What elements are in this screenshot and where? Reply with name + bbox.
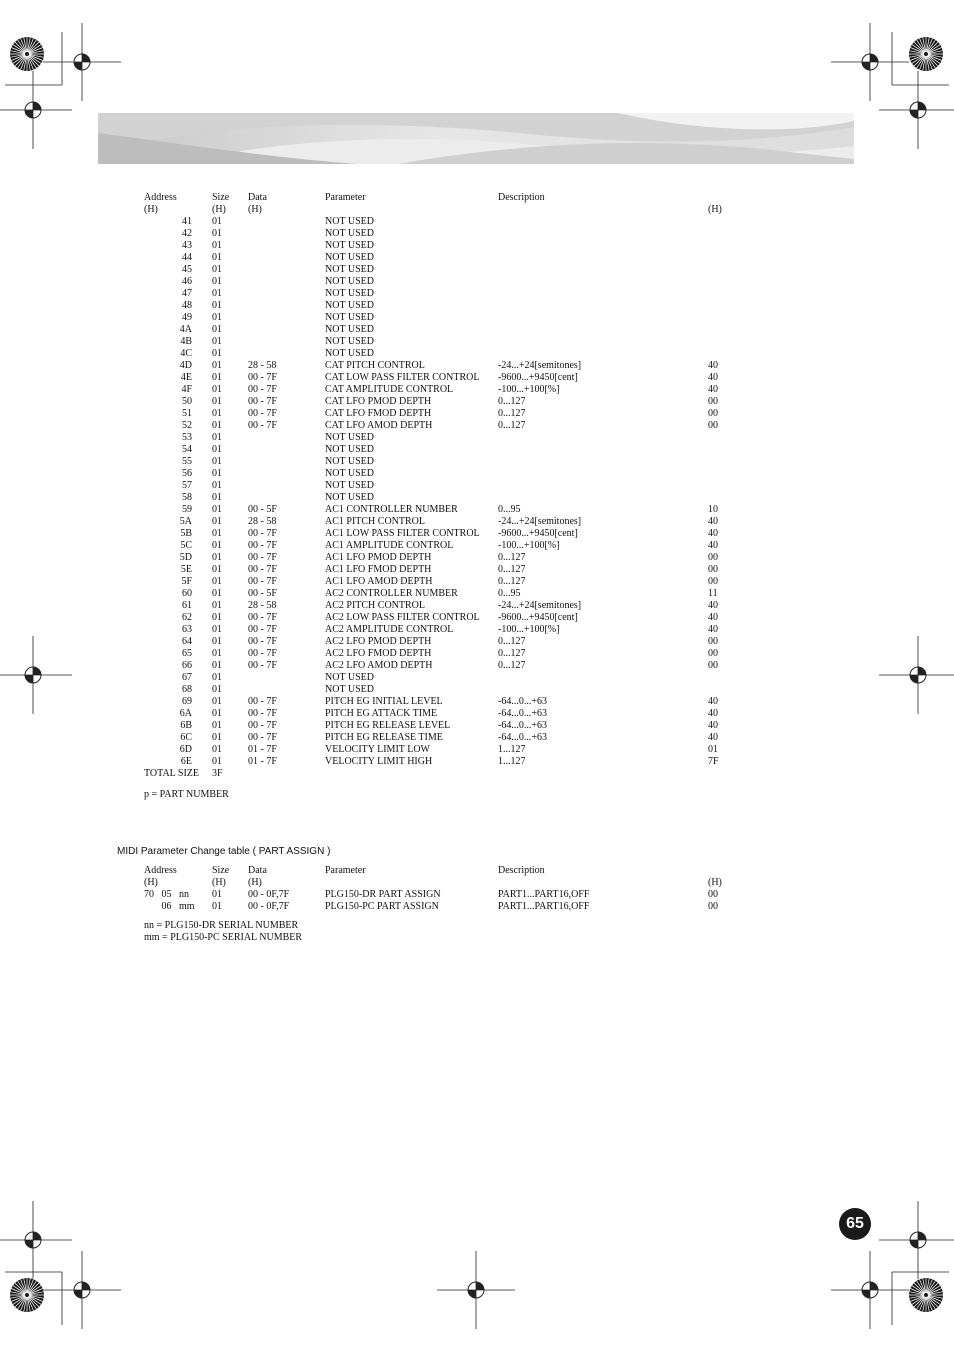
cell-address: 4E [180,372,192,383]
cell-parameter: AC1 CONTROLLER NUMBER [325,504,458,515]
cell-description: 0...127 [498,636,526,647]
cell-description: -64...0...+63 [498,708,547,719]
cell-default: 40 [708,720,718,731]
cell-default: 40 [708,708,718,719]
cell-parameter: CAT LFO PMOD DEPTH [325,396,432,407]
total-size-label: TOTAL SIZE [144,768,200,779]
cell-address: 6C [180,732,192,743]
cell-parameter: AC1 LOW PASS FILTER CONTROL [325,528,480,539]
cell-description: 0...127 [498,576,526,587]
cell-default: 40 [708,732,718,743]
cell-size: 01 [212,901,222,912]
cell-parameter: NOT USED [325,300,374,311]
cell-size: 01 [212,468,222,479]
cell-description: PART1...PART16,OFF [498,901,590,912]
cell-default: 7F [708,756,719,767]
cell-description: -100...+100[%] [498,384,560,395]
cell-data: 28 - 58 [248,600,277,611]
cell-parameter: AC2 CONTROLLER NUMBER [325,588,458,599]
header-description: Description [498,865,545,876]
subheader-data-unit: (H) [248,204,262,215]
cell-address: 6D [179,744,192,755]
cell-description: 0...127 [498,420,526,431]
cell-default: 00 [708,636,718,647]
header-size: Size [212,865,230,876]
cell-data: 00 - 7F [248,624,277,635]
cell-data: 00 - 7F [248,384,277,395]
cell-default: 40 [708,600,718,611]
cell-description: 0...127 [498,660,526,671]
cell-size: 01 [212,696,222,707]
cell-description: 0...127 [498,552,526,563]
cell-description: -24...+24[semitones] [498,516,582,527]
cell-parameter: PITCH EG RELEASE LEVEL [325,720,451,731]
cell-parameter: NOT USED [325,324,374,335]
subheader-size-unit: (H) [212,877,226,888]
cell-size: 01 [212,528,222,539]
cell-description: -64...0...+63 [498,696,547,707]
header-size: Size [212,192,230,203]
cell-address: 66 [182,660,192,671]
header-parameter: Parameter [325,865,366,876]
cell-size: 01 [212,408,222,419]
subheader-address-unit: (H) [144,204,158,215]
header-parameter: Parameter [325,192,366,203]
cell-address: 5D [179,552,192,563]
cell-parameter: NOT USED [325,468,374,479]
cell-description: -64...0...+63 [498,732,547,743]
cell-data: 01 - 7F [248,756,277,767]
cell-size: 01 [212,624,222,635]
cell-data: 01 - 7F [248,744,277,755]
cell-description: -24...+24[semitones] [498,360,582,371]
cell-default: 40 [708,516,718,527]
subheader-default-unit: (H) [708,204,722,215]
cell-parameter: AC2 LOW PASS FILTER CONTROL [325,612,480,623]
cell-size: 01 [212,444,222,455]
cell-parameter: NOT USED [325,480,374,491]
cell-size: 01 [212,360,222,371]
cell-data: 28 - 58 [248,360,277,371]
section-title: MIDI Parameter Change table ( PART ASSIGN ) [117,846,331,857]
cell-size: 01 [212,432,222,443]
cell-parameter: NOT USED [325,264,374,275]
cell-address: 55 [182,456,192,467]
cell-size: 01 [212,636,222,647]
cell-size: 01 [212,600,222,611]
cell-description: -100...+100[%] [498,624,560,635]
cell-address: 4D [179,360,192,371]
cell-address: 59 [182,504,192,515]
subheader-address-unit: (H) [144,877,158,888]
cell-description: -24...+24[semitones] [498,600,582,611]
cell-size: 01 [212,576,222,587]
cell-data: 00 - 5F [248,588,277,599]
cell-default: 00 [708,564,718,575]
header-data: Data [248,865,267,876]
cell-address: 68 [182,684,192,695]
cell-parameter: PLG150-PC PART ASSIGN [325,901,439,912]
cell-default: 40 [708,372,718,383]
cell-description: 0...127 [498,408,526,419]
cell-default: 00 [708,576,718,587]
cell-address: 5F [181,576,192,587]
cell-size: 01 [212,288,222,299]
cell-size: 01 [212,492,222,503]
cell-size: 01 [212,264,222,275]
cell-address: 63 [182,624,192,635]
cell-size: 01 [212,456,222,467]
cell-data: 00 - 7F [248,648,277,659]
cell-size: 01 [212,552,222,563]
cell-default: 01 [708,744,718,755]
cell-address: 44 [182,252,192,263]
cell-parameter: AC2 AMPLITUDE CONTROL [325,624,454,635]
cell-data: 00 - 5F [248,504,277,515]
cell-address: 52 [182,420,192,431]
cell-parameter: AC1 PITCH CONTROL [325,516,426,527]
cell-default: 40 [708,696,718,707]
cell-size: 01 [212,720,222,731]
cell-description: 1...127 [498,756,526,767]
cell-parameter: CAT LFO AMOD DEPTH [325,420,433,431]
subheader-default-unit: (H) [708,877,722,888]
cell-description: -64...0...+63 [498,720,547,731]
cell-parameter: PITCH EG RELEASE TIME [325,732,443,743]
cell-address: 65 [182,648,192,659]
cell-address: 6A [179,708,192,719]
cell-default: 00 [708,901,718,912]
cell-address: 69 [182,696,192,707]
cell-address: 5E [180,564,192,575]
cell-description: -100...+100[%] [498,540,560,551]
cell-description: 0...127 [498,396,526,407]
header-address: Address [144,865,177,876]
cell-data: 00 - 7F [248,396,277,407]
cell-default: 00 [708,648,718,659]
cell-size: 01 [212,336,222,347]
cell-default: 00 [708,889,718,900]
cell-address: 58 [182,492,192,503]
cell-default: 40 [708,624,718,635]
header-description: Description [498,192,545,203]
cell-size: 01 [212,384,222,395]
cell-data: 00 - 7F [248,372,277,383]
cell-parameter: NOT USED [325,432,374,443]
cell-size: 01 [212,684,222,695]
cell-parameter: CAT PITCH CONTROL [325,360,425,371]
cell-parameter: AC1 LFO FMOD DEPTH [325,564,432,575]
cell-size: 01 [212,372,222,383]
cell-size: 01 [212,889,222,900]
cell-address: 51 [182,408,192,419]
cell-address: 4C [180,348,192,359]
cell-size: 01 [212,744,222,755]
cell-parameter: NOT USED [325,288,374,299]
cell-size: 01 [212,324,222,335]
cell-parameter: AC1 LFO AMOD DEPTH [325,576,433,587]
page-number-badge: 65 [839,1208,871,1240]
cell-address: 61 [182,600,192,611]
cell-data: 00 - 0F,7F [248,889,290,900]
cell-parameter: NOT USED [325,492,374,503]
cell-size: 01 [212,480,222,491]
cell-description: 0...95 [498,588,521,599]
cell-parameter: AC2 PITCH CONTROL [325,600,426,611]
cell-parameter: AC2 LFO PMOD DEPTH [325,636,432,647]
cell-parameter: NOT USED [325,312,374,323]
cell-size: 01 [212,252,222,263]
cell-data: 00 - 7F [248,720,277,731]
note-mm: mm = PLG150-PC SERIAL NUMBER [144,932,303,943]
cell-description: 0...127 [498,564,526,575]
cell-address: 70 05 nn [144,889,189,900]
cell-parameter: PITCH EG INITIAL LEVEL [325,696,443,707]
cell-size: 01 [212,228,222,239]
cell-address: 5B [180,528,192,539]
cell-default: 00 [708,420,718,431]
cell-address: 06 mm [144,901,195,912]
cell-parameter: NOT USED [325,684,374,695]
cell-data: 00 - 7F [248,696,277,707]
cell-address: 57 [182,480,192,491]
cell-address: 48 [182,300,192,311]
cell-description: 1...127 [498,744,526,755]
cell-default: 40 [708,528,718,539]
cell-default: 10 [708,504,718,515]
cell-data: 00 - 7F [248,612,277,623]
cell-parameter: VELOCITY LIMIT HIGH [325,756,433,767]
cell-address: 43 [182,240,192,251]
cell-size: 01 [212,312,222,323]
header-data: Data [248,192,267,203]
cell-default: 40 [708,384,718,395]
cell-description: -9600...+9450[cent] [498,528,578,539]
cell-address: 67 [182,672,192,683]
cell-default: 11 [708,588,718,599]
cell-size: 01 [212,588,222,599]
cell-data: 00 - 0F,7F [248,901,290,912]
cell-address: 60 [182,588,192,599]
cell-address: 56 [182,468,192,479]
cell-size: 01 [212,276,222,287]
cell-parameter: VELOCITY LIMIT LOW [325,744,430,755]
cell-parameter: NOT USED [325,672,374,683]
cell-data: 00 - 7F [248,540,277,551]
cell-parameter: PITCH EG ATTACK TIME [325,708,438,719]
cell-size: 01 [212,300,222,311]
cell-default: 00 [708,408,718,419]
cell-default: 00 [708,396,718,407]
cell-address: 4A [179,324,192,335]
cell-parameter: NOT USED [325,228,374,239]
cell-size: 01 [212,648,222,659]
cell-size: 01 [212,756,222,767]
cell-size: 01 [212,660,222,671]
cell-parameter: NOT USED [325,252,374,263]
cell-size: 01 [212,612,222,623]
cell-parameter: AC2 LFO AMOD DEPTH [325,660,433,671]
cell-default: 00 [708,552,718,563]
cell-data: 00 - 7F [248,732,277,743]
cell-address: 50 [182,396,192,407]
cell-address: 6B [180,720,192,731]
cell-parameter: PLG150-DR PART ASSIGN [325,889,441,900]
cell-size: 01 [212,708,222,719]
cell-parameter: NOT USED [325,216,374,227]
cell-address: 47 [182,288,192,299]
part-number-note: p = PART NUMBER [144,789,229,800]
cell-size: 01 [212,564,222,575]
cell-parameter: AC2 LFO FMOD DEPTH [325,648,432,659]
cell-address: 42 [182,228,192,239]
cell-address: 49 [182,312,192,323]
cell-data: 00 - 7F [248,408,277,419]
cell-default: 40 [708,612,718,623]
cell-data: 00 - 7F [248,420,277,431]
cell-parameter: AC1 AMPLITUDE CONTROL [325,540,454,551]
cell-description: -9600...+9450[cent] [498,612,578,623]
cell-data: 00 - 7F [248,636,277,647]
cell-parameter: NOT USED [325,240,374,251]
cell-address: 53 [182,432,192,443]
cell-data: 00 - 7F [248,564,277,575]
cell-parameter: NOT USED [325,276,374,287]
cell-data: 00 - 7F [248,552,277,563]
cell-parameter: NOT USED [325,348,374,359]
cell-default: 00 [708,660,718,671]
cell-size: 01 [212,516,222,527]
cell-address: 5C [180,540,192,551]
cell-size: 01 [212,540,222,551]
cell-data: 28 - 58 [248,516,277,527]
cell-address: 41 [182,216,192,227]
cell-default: 40 [708,360,718,371]
cell-address: 62 [182,612,192,623]
cell-parameter: CAT LOW PASS FILTER CONTROL [325,372,480,383]
cell-data: 00 - 7F [248,528,277,539]
cell-size: 01 [212,348,222,359]
cell-parameter: NOT USED [325,336,374,347]
cell-data: 00 - 7F [248,708,277,719]
cell-address: 46 [182,276,192,287]
subheader-data-unit: (H) [248,877,262,888]
cell-address: 4F [181,384,192,395]
cell-size: 01 [212,216,222,227]
cell-description: 0...95 [498,504,521,515]
cell-description: PART1...PART16,OFF [498,889,590,900]
cell-size: 01 [212,396,222,407]
header-address: Address [144,192,177,203]
cell-address: 6E [180,756,192,767]
subheader-size-unit: (H) [212,204,226,215]
cell-address: 5A [179,516,192,527]
total-size-value: 3F [212,768,223,779]
cell-data: 00 - 7F [248,576,277,587]
cell-parameter: NOT USED [325,456,374,467]
cell-description: -9600...+9450[cent] [498,372,578,383]
cell-size: 01 [212,504,222,515]
cell-size: 01 [212,240,222,251]
cell-address: 54 [182,444,192,455]
cell-size: 01 [212,420,222,431]
cell-size: 01 [212,732,222,743]
cell-address: 4B [180,336,192,347]
cell-data: 00 - 7F [248,660,277,671]
cell-parameter: CAT LFO FMOD DEPTH [325,408,432,419]
note-nn: nn = PLG150-DR SERIAL NUMBER [144,920,299,931]
serial-number-notes [144,920,302,944]
cell-parameter: CAT AMPLITUDE CONTROL [325,384,454,395]
cell-parameter: AC1 LFO PMOD DEPTH [325,552,432,563]
cell-address: 45 [182,264,192,275]
cell-address: 64 [182,636,192,647]
cell-size: 01 [212,672,222,683]
cell-default: 40 [708,540,718,551]
cell-parameter: NOT USED [325,444,374,455]
cell-description: 0...127 [498,648,526,659]
